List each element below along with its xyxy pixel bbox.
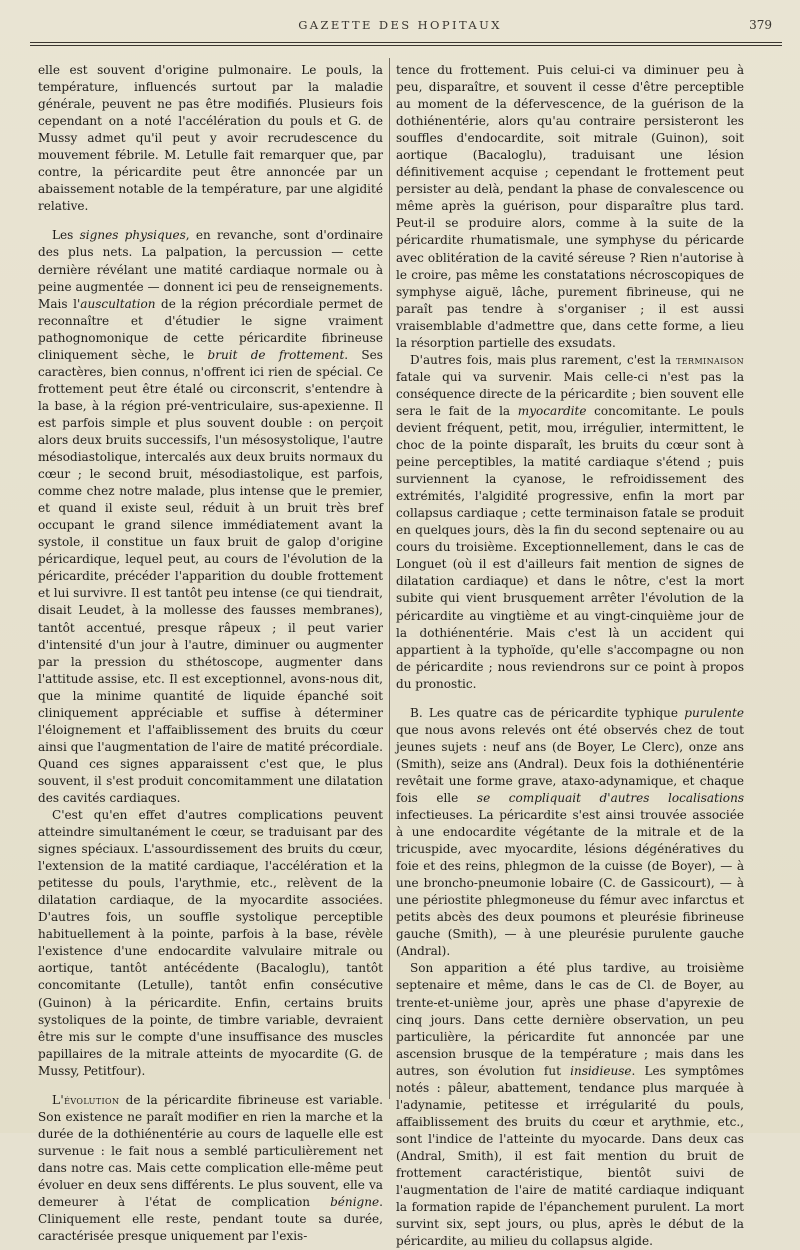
page-number: 379 xyxy=(749,18,772,32)
publication-title: GAZETTE DES HOPITAUX xyxy=(298,18,502,32)
emphasis-auscultation: auscultation xyxy=(80,296,156,311)
emphasis-signes-physiques: signes physiques xyxy=(79,228,186,243)
smallcaps-evolution: L'évolution xyxy=(52,1092,120,1107)
emphasis-se-compliquait: se compliquait d'autres localisations xyxy=(476,790,745,805)
paragraph-fatal-termination: D'autres fois, mais plus rarement, c'est la terminaison fatale qui va survenir. Mais celle-ci n'est pas la conséquence directe de la péricardite ; bien souvent elle sera le fait de la myocardite concomitante. Le pouls devient fréquent, petit, mou, irrégulier, intermittent, le choc de la pointe disparaît, les bruits du cœur sont à peine perceptibles, la matité cardiaque s'étend ; puis surviennent la cyanose, le refroidissement des extrémités, l'algidité progressive, enfin la mort par collapsus cardiaque ; cette terminaison fatale se produit en quelques jours, dès la fin du second septenaire ou au cours du troisième. Exceptionnellement, dans le cas de Longuet (où il est d'ailleurs fait mention de signes de dilatation cardiaque) et dans le nôtre, c'est la mort subite qui vient brusquement arrêter l'évolution de la péricardite au vingtième et au vingt-cinquième jour de la dothiénentérie. Mais c'est là un accident qui appartient à la typhoïde, qu'elle s'accompagne ou non de péricardite ; nous reviendrons sur ce point à propos du pronostic. xyxy=(396,352,744,691)
header-rule-top xyxy=(30,42,782,43)
paragraph-evolution: L'évolution de la péricardite fibrineuse est variable. Son existence ne paraît modifier en rien la marche et la durée de la dothiénentérie au cours de laquelle elle est survenue : le fait nous a semblé particulièrement net dans notre cas. Mais cette complication elle-même peut évoluer en deux sens différents. Le plus souvent, elle va demeurer à l'état de complication bénigne. Cliniquement elle reste, pendant toute sa durée, caractérisée presque uniquement par l'exis- xyxy=(38,1092,383,1244)
smallcaps-terminaison: terminaison xyxy=(676,352,744,367)
column-divider xyxy=(389,58,390,1099)
header-rule-bottom xyxy=(30,45,782,46)
right-column xyxy=(396,62,745,1249)
left-column xyxy=(38,62,384,1244)
emphasis-bruit-de-frottement: bruit de frottement xyxy=(207,347,345,362)
paragraph-symptoms-continued: elle est souvent d'origine pulmonaire. Le pouls, la température, influencés surtout par la maladie générale, peuvent ne pas être modifiés. Plusieurs fois cependant on a noté l'accélération du pouls et G. de Mussy admet qu'il peut y avoir recrudescence du mouvement fébrile. M. Letulle fait remarquer que, par contre, la péricardite peut être annoncée par un abaissement notable de la température, par une algidité relative. xyxy=(38,63,383,214)
paragraph-physical-signs: Les signes physiques, en revanche, sont d'ordinaire des plus nets. La palpation, la percussion — cette dernière révélant une matité cardiaque normale ou à peine augmentée — donnent ici peu de renseignements. Mais l'auscultation de la région précordiale permet de reconnaître et d'étudier le signe vraiment pathognomonique de cette péricardite fibrineuse cliniquement sèche, le bruit de frottement. Ses caractères, bien connus, n'offrent ici rien de spécial. Ce frottement peut être étalé ou circonscrit, s'entendre à la base, à la région pré-ventriculaire, sus-apexienne. Il est parfois simple et plus souvent double : on perçoit alors deux bruits successifs, l'un mésosystolique, l'autre mésodiastolique, intercalés aux deux bruits normaux du cœur ; le second bruit, mésodiastolique, est parfois, comme chez notre malade, plus intense que le premier, et quand il existe seul, réduit à un bruit très bref occupant le grand silence immédiatement avant la systole, il constitue un faux bruit de galop d'origine péricardique, lequel peut, au cours de l'évolution de la péricardite, précéder l'apparition du double frottement et lui survivre. Il est tantôt peu intense (ce qui tiendrait, disait Leudet, à la mollesse des fausses membranes), tantôt accentué, presque râpeux ; il peut varier d'intensité d'un jour à l'autre, diminuer ou augmenter par la pression du sthétoscope, augmenter dans l'attitude assise, etc. Il est exceptionnel, avons-nous dit, que la minime quantité de liquide épanché soit cliniquement appréciable et suffise à déterminer l'éloignement et l'affaiblissement des bruits du cœur ainsi que l'augmentation de l'aire de matité précordiale. Quand ces signes apparaissent c'est que, le plus souvent, il s'est produit concomitamment une dilatation des cavités cardiaques. xyxy=(38,228,384,805)
emphasis-myocardite: myocardite xyxy=(517,403,587,418)
paragraph-purulent-onset: Son apparition a été plus tardive, au troisième septenaire et même, dans le cas de Cl. de Boyer, au trente-et-unième jour, après une phase d'apyrexie de cinq jours. Dans cette dernière observation, un peu particulière, la péricardite fut annoncée par une ascension brusque de la température ; mais dans les autres, son évolution fut insidieuse. Les symptômes notés : pâleur, abattement, tendance plus marquée à l'adynamie, petitesse et irrégularité du pouls, affaiblissement des bruits du cœur et arythmie, etc., sont l'indice de l'atteinte du myocarde. Dans deux cas (Andral, Smith), il est fait mention du bruit de frottement caractéristique, bientôt suivi de l'augmentation de l'aire de matité cardiaque indiquant la formation rapide de l'épanchement purulent. La mort survint six, sept jours, ou plus, après le début de la péricardite, au milieu du collapsus algide. xyxy=(396,961,744,1249)
paragraph-complications: C'est qu'en effet d'autres complications peuvent atteindre simultanément le cœur, se traduisant par des signes spéciaux. L'assourdissement des bruits du cœur, l'extension de la matité cardiaque, l'accélération et la petitesse du pouls, l'arythmie, etc., relèvent de la dilatation cardiaque, de la myocardite associées. D'autres fois, un souffle systolique perceptible habituellement à la pointe, parfois à la base, révèle l'existence d'une endocardite valvulaire mitrale ou aortique, tantôt antécédente (Bacaloglu), tantôt concomitante (Letulle), tantôt enfin consécutive (Guinon) à la péricardite. Enfin, certains bruits systoliques de la pointe, de timbre variable, devraient être mis sur le compte d'une insuffisance des muscles papillaires de la mitrale atteints de myocardite (G. de Mussy, Petitfour). xyxy=(38,808,383,1078)
emphasis-purulente: purulente xyxy=(684,705,744,720)
running-head xyxy=(0,16,800,38)
paragraph-evolution-continued: tence du frottement. Puis celui-ci va diminuer peu à peu, disparaître, et souvent il cesse d'être perceptible au moment de la défervescence, de la guérison de la dothiénentérie, alors qu'au contraire persisteront les souffles d'endocardite, soit mitrale (Guinon), soit aortique (Bacaloglu), traduisant une lésion définitivement acquise ; cependant le frottement peut persister au delà, pendant la phase de convalescence ou même après la guérison, pour disparaître plus tard. Peut-il se produire alors, comme à la suite de la péricardite rhumatismale, une symphyse du péricarde avec oblitération de la cavité séreuse ? Rien n'autorise à le croire, pas même les constatations nécroscopiques de symphyse aiguë, lâche, purement fibrineuse, qui ne paraît pas tendre à s'organiser ; il est aussi vraisemblable d'admettre que, dans cette forme, a lieu la résorption partielle des exsudats. xyxy=(396,63,744,350)
emphasis-benigne: bénigne xyxy=(330,1195,380,1210)
emphasis-insidieuse: insidieuse xyxy=(570,1063,632,1078)
paragraph-purulent-cases: B. Les quatre cas de péricardite typhique purulente que nous avons relevés ont été observés chez de tout jeunes sujets : neuf ans (de Boyer, Le Clerc), onze ans (Smith), seize ans (Andral). Deux fois la dothiénentérie revêtait une forme grave, ataxo-adynamique, et chaque fois elle se compliquait d'autres localisations infectieuses. La péricardite s'est ainsi trouvée associée à une endocardite végétante de la mitrale et de la tricuspide, avec myocardite, lésions dégénératives du foie et des reins, phlegmon de la cuisse (de Boyer), — à une broncho-pneumonie lobaire (C. de Gassicourt), — à une périostite phlegmoneuse du fémur avec infarctus et petits abcès des deux poumons et pleurésie fibrineuse gauche (Smith), — à une pleurésie purulente gauche (Andral). xyxy=(396,705,745,959)
